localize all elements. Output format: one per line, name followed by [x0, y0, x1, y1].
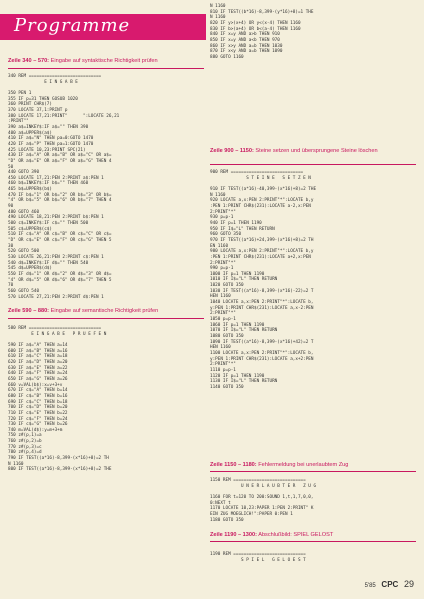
caption-semantic-check — [8, 308, 204, 315]
caption-range: Zeile 1150 – 1180: — [210, 462, 257, 468]
divider — [210, 471, 416, 472]
caption-range: Zeile 340 – 570: — [8, 58, 50, 64]
page-footer — [365, 579, 414, 589]
divider — [210, 164, 416, 165]
divider — [8, 318, 204, 319]
divider — [210, 541, 416, 542]
caption-range: Zeile 900 – 1150: — [210, 148, 254, 154]
caption-abschlussbild — [210, 532, 416, 539]
caption-fehlermeldung — [210, 462, 416, 469]
code-listing-eingabe: 340 REM ============================ E I N G A B E 350 PEN 1 355 IF p=31 THEN GOSUB 1020 360 PRINT CHR$(7) 370 LOCATE 37,1:PRINT p 380 LOCATE 17,21:PRINT" ":LOCATE 26,21 :PRINT"" 390 a$=INKEY$:IF a$="" THEN 390 400 a$=UPPER$(a$) 410 IF a$="N" THEN pa=0:GOTO 1470 420 IF a$="P" THEN pa=1:GOTO 1470 425 LOCATE 10,23:PRINT SPC(21) 430 IF a$="A" OR a$="B" OR a$="C" OR a$= "D" OR a$="E" OR a$="F" OR a$="G" THEN 4 50 440 GOTO 390 450 LOCATE 17,21:PEN 2:PRINT a$:PEN 1 460 b$=INKEY$:IF b$="" THEN 460 465 b$=UPPER$(b$) 470 IF b$="1" OR b$="2" OR b$="3" OR b$= "4" OR b$="5" OR b$="6" OR b$="7" THEN 4 90 480 GOTO 460 490 LOCATE 18,21:PEN 2:PRINT b$:PEN 1 500 c$=INKEY$:IF c$="" THEN 500 505 c$=UPPER$(c$) 510 IF c$="A" OR c$="B" OR c$="C" OR c$= "D" OR c$="E" OR c$="F" OR c$="G" THEN 5 30 520 GOTO 500 530 LOCATE 26,21:PEN 2:PRINT c$:PEN 1 540 d$=INKEY$:IF d$="" THEN 540 545 d$=UPPER$(d$) 550 IF d$="1" OR d$="2" OR d$="3" OR d$= "4" OR d$="5" OR d$="6" OR d$="7" THEN 5 70 560 GOTO 540 570 LOCATE 27,21:PEN 2:PRINT d$:PEN 1 — [8, 74, 120, 300]
code-listing-unerlaubter-zug: 1150 REM ============================ U N E R L A U B T E R Z U G 1160 FOR t=120 TO 200:SOUND 1,t,1,7,0,0, 0:NEXT t 1170 LOCATE 10,23:PAPER 1:PEN 2:PRINT" K EIN ZUG MOEGLICH!":PAPER 0:PEN 1 1180 GOTO 350 — [210, 478, 317, 523]
issue-date: 5'85 — [364, 583, 376, 589]
caption-range: Zeile 1190 – 1300: — [210, 532, 257, 538]
code-listing-eingabe-pruefen: 580 REM ============================ E I N G A B E P R U E F E N 590 IF a$="A" THEN a=14 600 IF a$="B" THEN a=16 610 IF a$="C" THEN a=18 620 IF a$="D" THEN a=20 630 IF a$="E" THEN a=22 640 IF a$="F" THEN a=24 650 IF a$="G" THEN a=26 660 v=VAL(b$):x=v+3+v 670 IF c$="A" THEN b=14 680 IF c$="B" THEN b=16 690 IF c$="C" THEN b=18 700 IF c$="D" THEN b=20 710 IF c$="E" THEN b=22 720 IF c$="F" THEN b=24 730 IF c$="G" THEN b=26 740 m=VAL(d$):y=m+3+m 750 z#(p,1)=a 760 z#(p,2)=b 770 z#(p,3)=c 780 z#(p,4)=d 790 IF TEST((a*16)-8,399-(x*16)+8)=2 TH N 1160 800 IF TEST((a*16)-8,399-(x*16)+8)=2 THE — [8, 326, 112, 473]
caption-range: Zeile 590 – 880: — [8, 308, 50, 314]
caption-text: Steine setzen und übersprungene Steine löschen — [255, 148, 378, 154]
caption-text: Abschlußbild: SPIEL GELOST — [258, 532, 334, 538]
magazine-name: CPC — [381, 580, 399, 589]
page-number: 29 — [403, 579, 414, 589]
caption-text: Eingabe auf semantische Richtigkeit prüfen — [50, 308, 159, 314]
caption-steine-setzen — [210, 148, 416, 155]
divider — [8, 68, 204, 69]
section-banner — [0, 14, 206, 40]
code-listing-spiel-geloest: 1190 REM ============================ S P I E L G E L O E S T — [210, 552, 306, 563]
section-title: Programme — [14, 15, 131, 36]
caption-text: Fehlermeldung bei unerlaubtem Zug — [258, 462, 349, 468]
code-listing-steine-setzen: 900 REM ============================ S T E I N E S E T Z E N 910 IF TEST((a*16)-40,399-(x*16)+8)=2 THE N 1160 920 LOCATE a,x:PEN 2:PRINT"*":LOCATE b,y :PEN 1:PRINT CHR$(231):LOCATE a-2,x:PEN 2:PRINT"*" 930 p=p-1 940 IF p=1 THEN 1190 950 IF I$="L" THEN RETURN 960 GOTO 350 970 IF TEST((a*16)+24,399-(x*16)+8)=2 TH EN 1160 980 LOCATE a,x:PEN 2:PRINT"*":LOCATE b,y :PEN 1:PRINT CHR$(231):LOCATE a+2,x:PEN 2:PRINT"*" 990 p=p-1 1000 IF p=1 THEN 1190 1010 IF I$="L" THEN RETURN 1020 GOTO 350 1030 IF TEST((a*16)-8,399-(x*16)-22)=2 T HEN 1160 1040 LOCATE a,x:PEN 2:PRINT"*":LOCATE b, y:PEN 1:PRINT CHR$(231):LOCATE a,x-2:PEN 2:PRINT"*" 1050 p=p-1 1060 IF p=1 THEN 1190 1070 IF I$="L" THEN RETURN 1080 GOTO 350 1090 IF TEST((a*16)-8,399-(x*16)+42)=2 T HEN 1160 1100 LOCATE a,x:PEN 2:PRINT"*":LOCATE b, y:PEN 1:PRINT CHR$(231):LOCATE a,x+2:PEN 2:PRINT"*" 1110 p=p-1 1120 IF p=1 THEN 1190 1130 IF I$="L" THEN RETURN 1140 GOTO 350 — [210, 170, 317, 390]
code-listing-continued: N 1160 810 IF TEST((b*16)-8,399-(y*16)+8)=1 THE N 1160 820 IF y>(x+4) OR y<(x-4) THEN 1160 830 IF b>(a+4) OR b<(a-4) THEN 1160 840 IF x=y AND a>b THEN 910 850 IF x=y AND a<b THEN 970 860 IF x>y AND a=b THEN 1030 870 IF x<y AND a=b THEN 1090 880 GOTO 1160 — [210, 4, 314, 60]
caption-syntax-check — [8, 58, 204, 65]
caption-text: Eingabe auf syntaktische Richtigkeit prüfen — [50, 58, 158, 64]
